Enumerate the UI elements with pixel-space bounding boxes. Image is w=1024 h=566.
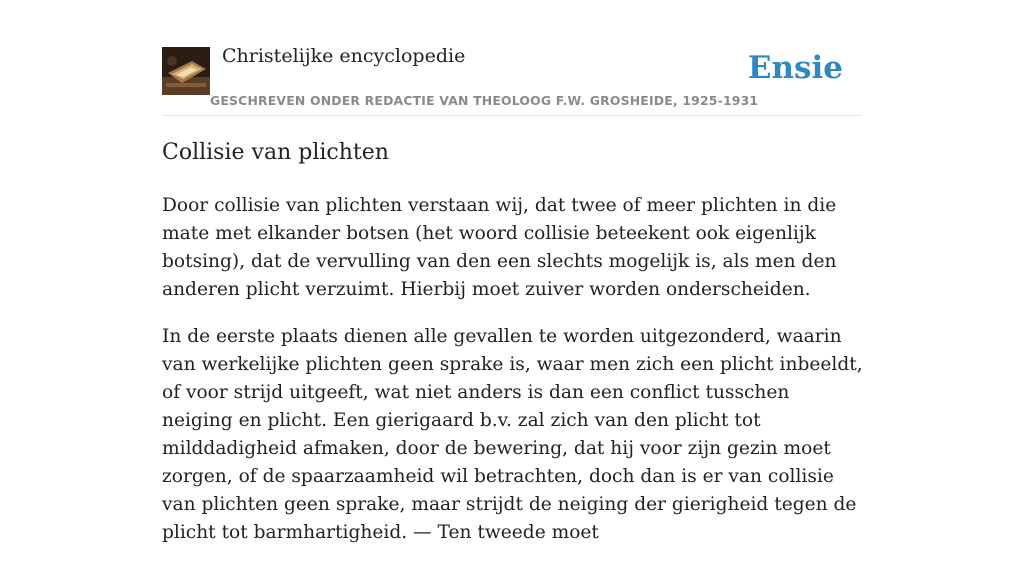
source-subtitle: GESCHREVEN ONDER REDACTIE VAN THEOLOOG F.W. GROSHEIDE, 1925-1931 bbox=[210, 93, 759, 108]
source-header bbox=[162, 0, 862, 116]
article-title: Collisie van plichten bbox=[162, 140, 389, 165]
document-page bbox=[162, 0, 863, 543]
source-avatar[interactable] bbox=[162, 47, 210, 95]
brand-logo[interactable]: Ensie bbox=[747, 50, 843, 86]
paragraph: Door collisie van plichten verstaan wij, dat twee of meer plichten in die mate met elkander botsen (het woord collisie beteekent ook eigenlijk botsing), dat de vervulling van den een slechts mogelijk is, als men den anderen plicht verzuimt. Hierbij moet zuiver worden onderscheiden. bbox=[162, 195, 837, 300]
source-title[interactable]: Christelijke encyclopedie bbox=[222, 45, 466, 67]
article-body bbox=[162, 192, 864, 566]
paragraph: In de eerste plaats dienen alle gevallen te worden uitgezonderd, waarin van werkelijke plichten geen sprake is, waar men zich een plicht inbeeldt, of voor strijd uitgeeft, wat niet anders is dan een conflict tusschen neiging en plicht. Een gierigaard b.v. zal zich van den plicht tot milddadigheid afmaken, door de bewering, dat hij voor zijn gezin moet zorgen, of de spaarzaamheid wil betrachten, doch dan is er van collisie van plichten geen sprake, maar strijdt de neiging der gierigheid tegen de plicht tot barmhartigheid. — Ten tweede moet bbox=[162, 326, 863, 543]
book-cover-icon bbox=[162, 47, 210, 95]
